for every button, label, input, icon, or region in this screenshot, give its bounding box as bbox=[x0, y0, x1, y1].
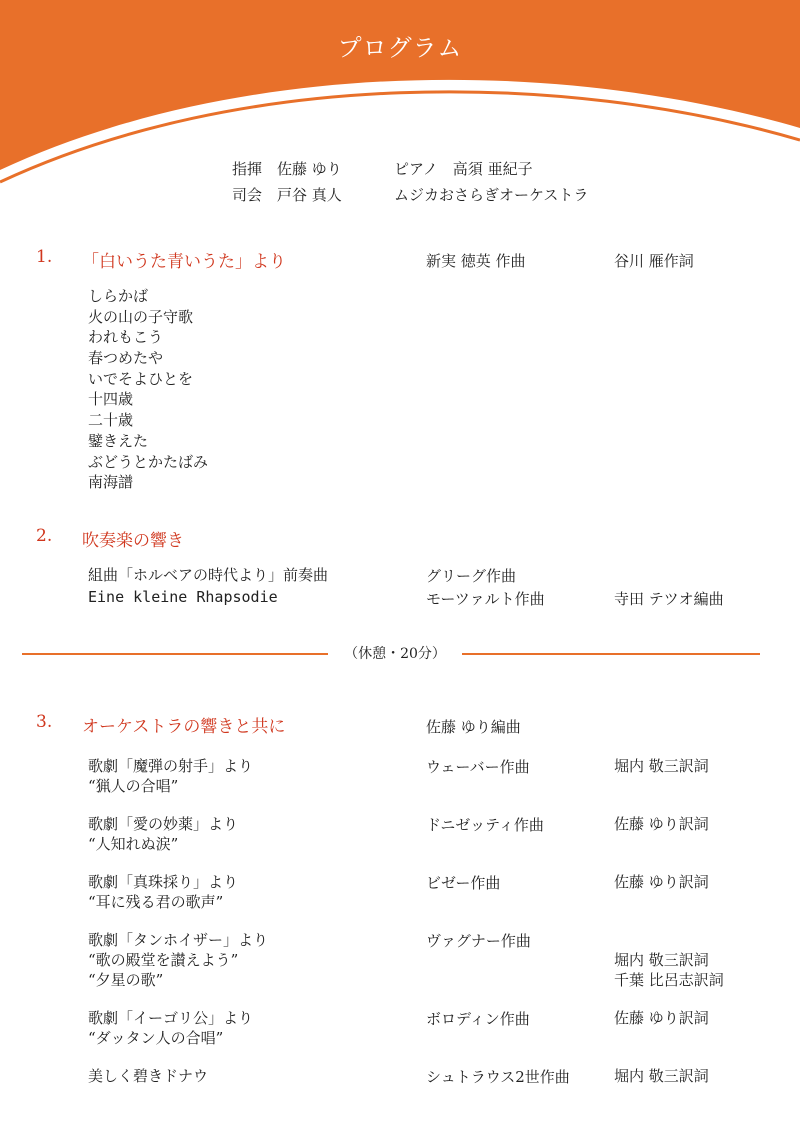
section-2-heading bbox=[36, 526, 184, 551]
item-translator-line: 堀内 敬三訳詞 bbox=[614, 951, 709, 969]
song-item: 十四歳 bbox=[88, 390, 134, 409]
orchestra-credit: ムジカおさらぎオーケストラ bbox=[394, 186, 589, 204]
song-item: ぶどうとかたばみ bbox=[88, 452, 209, 471]
section-3-item bbox=[88, 814, 238, 854]
item-translator-line: 千葉 比呂志訳詞 bbox=[614, 971, 724, 989]
song-item: 春つめたや bbox=[88, 349, 164, 368]
item-subtitle: “夕星の歌” bbox=[88, 971, 164, 989]
item-composer: ドニゼッティ作曲 bbox=[426, 816, 544, 834]
intermission-label: （休憩・20分） bbox=[344, 646, 446, 662]
item-title: 歌劇「イーゴリ公」より bbox=[88, 1009, 254, 1027]
piano-credit: ピアノ 高須 亜紀子 bbox=[394, 160, 533, 178]
item-translator: 堀内 敬三訳詞 bbox=[614, 1067, 709, 1085]
item-title: 歌劇「愛の妙薬」より bbox=[88, 815, 239, 833]
song-item: 火の山の子守歌 bbox=[88, 307, 194, 326]
section-1-heading bbox=[36, 247, 286, 272]
item-subtitle: “歌の殿堂を讃えよう” bbox=[88, 951, 239, 969]
item-translator bbox=[614, 950, 724, 990]
conductor-credit: 指揮 佐藤 ゆり bbox=[232, 160, 342, 178]
mc-credit: 司会 戸谷 真人 bbox=[232, 186, 342, 204]
section-2-item-title: 組曲「ホルベアの時代より」前奏曲 bbox=[88, 566, 329, 584]
section-3-item bbox=[88, 756, 253, 796]
section-2-item-arranger: 寺田 テツオ編曲 bbox=[614, 590, 724, 608]
section-1-title: 「白いうた青いうた」より bbox=[82, 252, 286, 272]
section-3-arranger: 佐藤 ゆり編曲 bbox=[426, 718, 521, 736]
section-3-item bbox=[88, 872, 238, 912]
item-title: 歌劇「タンホイザー」より bbox=[88, 931, 269, 949]
item-translator: 佐藤 ゆり訳詞 bbox=[614, 815, 709, 833]
item-title: 歌劇「真珠採り」より bbox=[88, 873, 239, 891]
item-translator: 佐藤 ゆり訳詞 bbox=[614, 873, 709, 891]
section-2-number: 2. bbox=[36, 526, 53, 546]
section-1-lyricist: 谷川 雁作詞 bbox=[614, 252, 694, 270]
section-2-title: 吹奏楽の響き bbox=[82, 531, 184, 551]
page-title: プログラム bbox=[337, 34, 463, 62]
section-1-composer: 新実 徳英 作曲 bbox=[426, 252, 526, 270]
section-1-song-list bbox=[88, 286, 208, 493]
item-composer: ウェーバー作曲 bbox=[426, 758, 530, 776]
item-subtitle: “猟人の合唱” bbox=[88, 777, 179, 795]
section-2-item-composer: モーツァルト作曲 bbox=[426, 590, 545, 608]
item-title: 歌劇「魔弾の射手」より bbox=[88, 757, 254, 775]
item-title: 美しく碧きドナウ bbox=[88, 1067, 209, 1085]
section-3-item bbox=[88, 1008, 253, 1048]
song-item: 鐾きえた bbox=[88, 431, 149, 450]
item-composer: ヴァグナー作曲 bbox=[426, 932, 531, 950]
item-composer: ビゼー作曲 bbox=[426, 874, 501, 892]
section-3-heading bbox=[36, 712, 285, 737]
song-item: 二十歳 bbox=[88, 411, 134, 430]
item-subtitle: “人知れぬ涙” bbox=[88, 835, 179, 853]
song-item: 南海譜 bbox=[88, 473, 134, 492]
item-translator: 佐藤 ゆり訳詞 bbox=[614, 1009, 709, 1027]
item-composer: ボロディン作曲 bbox=[426, 1010, 530, 1028]
song-item: しらかば bbox=[88, 287, 149, 305]
song-item: われもこう bbox=[88, 328, 164, 347]
section-3-title: オーケストラの響きと共に bbox=[82, 717, 286, 737]
section-2-item-composer: グリーグ作曲 bbox=[426, 567, 517, 585]
item-subtitle: “耳に残る君の歌声” bbox=[88, 893, 224, 911]
section-3-item bbox=[88, 1066, 208, 1086]
item-composer: シュトラウス2世作曲 bbox=[426, 1068, 570, 1086]
section-3-item bbox=[88, 930, 268, 990]
credits bbox=[232, 158, 588, 210]
divider-left bbox=[22, 653, 328, 655]
divider-right bbox=[462, 653, 760, 655]
section-1-number: 1. bbox=[36, 247, 53, 267]
section-3-number: 3. bbox=[36, 712, 53, 732]
section-2-item-title: Eine kleine Rhapsodie bbox=[88, 588, 278, 606]
song-item: いでそよひとを bbox=[88, 369, 194, 388]
item-translator: 堀内 敬三訳詞 bbox=[614, 757, 709, 775]
item-subtitle: “ダッタン人の合唱” bbox=[88, 1029, 224, 1047]
